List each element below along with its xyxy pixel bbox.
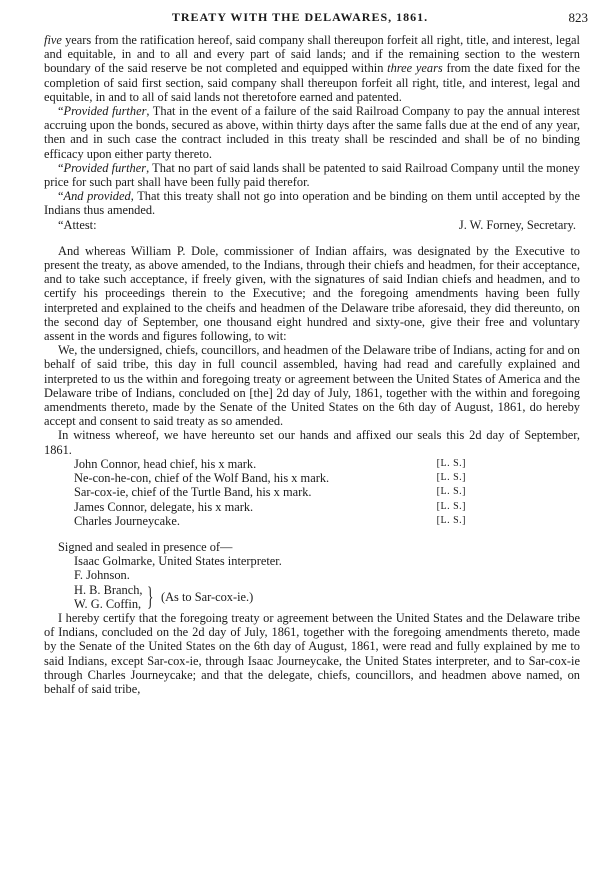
paragraph-certify: I hereby certify that the foregoing treaty or agreement between the United States and the Delaware tribe of Indians, concluded on the 2d day of July, 1861, together with the foregoing amendments thereto, made by the Senate of the United States on the 6th day of August, 1861, were read and fully explained by me to said Indians, except Sar-cox-ie, through Isaac Journeycake, the United States interpreter, and to Sar-cox-ie through Charles Journeycake; and that the delegate, chiefs, councillors, and headmen above named, on behalf of said tribe,: [44, 610, 580, 696]
attest-signatory: J. W. Forney, Secretary.: [458, 217, 576, 232]
signatory-row: [44, 514, 580, 528]
brace-note: (As to Sar-cox-ie.): [160, 589, 254, 604]
witness-name: Isaac Golmarke, United States interpreter.: [74, 554, 282, 569]
running-title: TREATY WITH THE DELAWARES, 1861.: [171, 10, 429, 24]
signatory-row: [44, 471, 580, 485]
seal-mark: [L. S.]: [436, 500, 466, 512]
witness-name: W. G. Coffin,: [74, 596, 142, 611]
paragraph-proviso-patent: “Provided further, That no part of said lands shall be patented to said Railroad Company until the money price for such part shall have been fully paid therefor.: [44, 160, 580, 190]
paragraph-whereas: And whereas William P. Dole, commissioner of Indian affairs, was designated by the Executive to present the treaty, as above amended, to the Indians, through their chiefs and headmen, for their acceptance, and to take such acceptance, if freely given, with the signatures of said Indian chiefs and headmen, and to certify his proceedings therein to the Executive; and the foregoing amendments having been fully interpreted and explained to the cheifs and headmen of the Delaware tribe aforesaid, they did thereunto, on the second day of September, one thousand eight hundred and sixty-one, give their free and voluntary assent in the words and figures following, to wit:: [44, 243, 580, 344]
emphasis-text: five: [44, 33, 62, 47]
signatory-name: Ne-con-he-con, chief of the Wolf Band, his x mark.: [74, 471, 330, 486]
attest-label: “Attest:: [58, 217, 97, 232]
paragraph-proviso-operation: “And provided, That this treaty shall not go into operation and be binding on them until accepted by the Indians thus amended.: [44, 189, 580, 218]
spacer: [44, 232, 580, 244]
page-number: 823: [568, 10, 588, 25]
seal-mark: [L. S.]: [436, 486, 466, 498]
seal-mark: [L. S.]: [436, 472, 466, 484]
brace-glyph: }: [147, 581, 154, 611]
witness-name: F. Johnson.: [74, 568, 130, 583]
braced-witnesses: [74, 583, 580, 611]
page-header: [0, 10, 600, 32]
signatory-row: [44, 500, 580, 514]
signatory-row: [44, 485, 580, 499]
spacer: [44, 528, 580, 540]
treaty-body: [44, 33, 580, 696]
emphasis-text: Provided further: [63, 160, 147, 175]
signatory-row: [44, 457, 580, 471]
emphasis-text: three years: [387, 61, 443, 76]
signatory-name: James Connor, delegate, his x mark.: [74, 499, 254, 514]
signed-sealed-line: Signed and sealed in presence of—: [58, 539, 233, 554]
signatory-name: John Connor, head chief, his x mark.: [74, 456, 257, 471]
seal-mark: [L. S.]: [436, 514, 466, 526]
witness-name: H. B. Branch,: [74, 582, 143, 597]
seal-mark: [L. S.]: [436, 457, 466, 469]
paragraph-proviso-interest: “Provided further, That in the event of a failure of the said Railroad Company to pay the annual interest accruing upon the bonds, secured as above, within thirty days after the same falls due at the end of any year, then and in such case the contract included in this treaty shall be rescinded and shall be of no binding efficacy upon either party thereto.: [44, 104, 580, 161]
attest-line: [44, 218, 580, 232]
paragraph-undersigned: We, the undersigned, chiefs, councillors, and headmen of the Delaware tribe of Indians, acting for and on behalf of said tribe, this day in full council assembled, having had read and carefully explained and interpreted to us the within and foregoing treaty or agreement between the United States of America and the Delaware tribe of Indians, concluded on [the] 2d day of July, 1861, together with the within and foregoing amendments thereto, made by the Senate of the United States on the 6th day of August, 1861, do hereby accept and consent to said treaty as so amended.: [44, 343, 580, 429]
paragraph-witness: In witness whereof, we have hereunto set our hands and affixed our seals this 2d day of September, 1861.: [44, 428, 580, 457]
witness-list: [44, 554, 580, 611]
signatory-name: Sar-cox-ie, chief of the Turtle Band, his x mark.: [74, 485, 312, 500]
emphasis-text: Provided further: [63, 104, 147, 119]
emphasis-text: And provided: [63, 189, 131, 204]
signatory-name: Charles Journeycake.: [74, 513, 180, 528]
braced-names: [74, 583, 142, 611]
signatory-list: [44, 457, 580, 528]
paragraph-forfeit: five years from the ratification hereof, said company shall thereupon forfeit all right, title, and interest, legal and equitable, in and to all and every part of said lands; and if the remaining section to the western boundary of the said reserve be not completed and equipped within three years from the date fixed for the completion of said first section, said company shall thereupon forfeit all right, title, and interest, legal and equitable, in and to all of said lands not theretofore earned and patented.: [44, 33, 581, 104]
